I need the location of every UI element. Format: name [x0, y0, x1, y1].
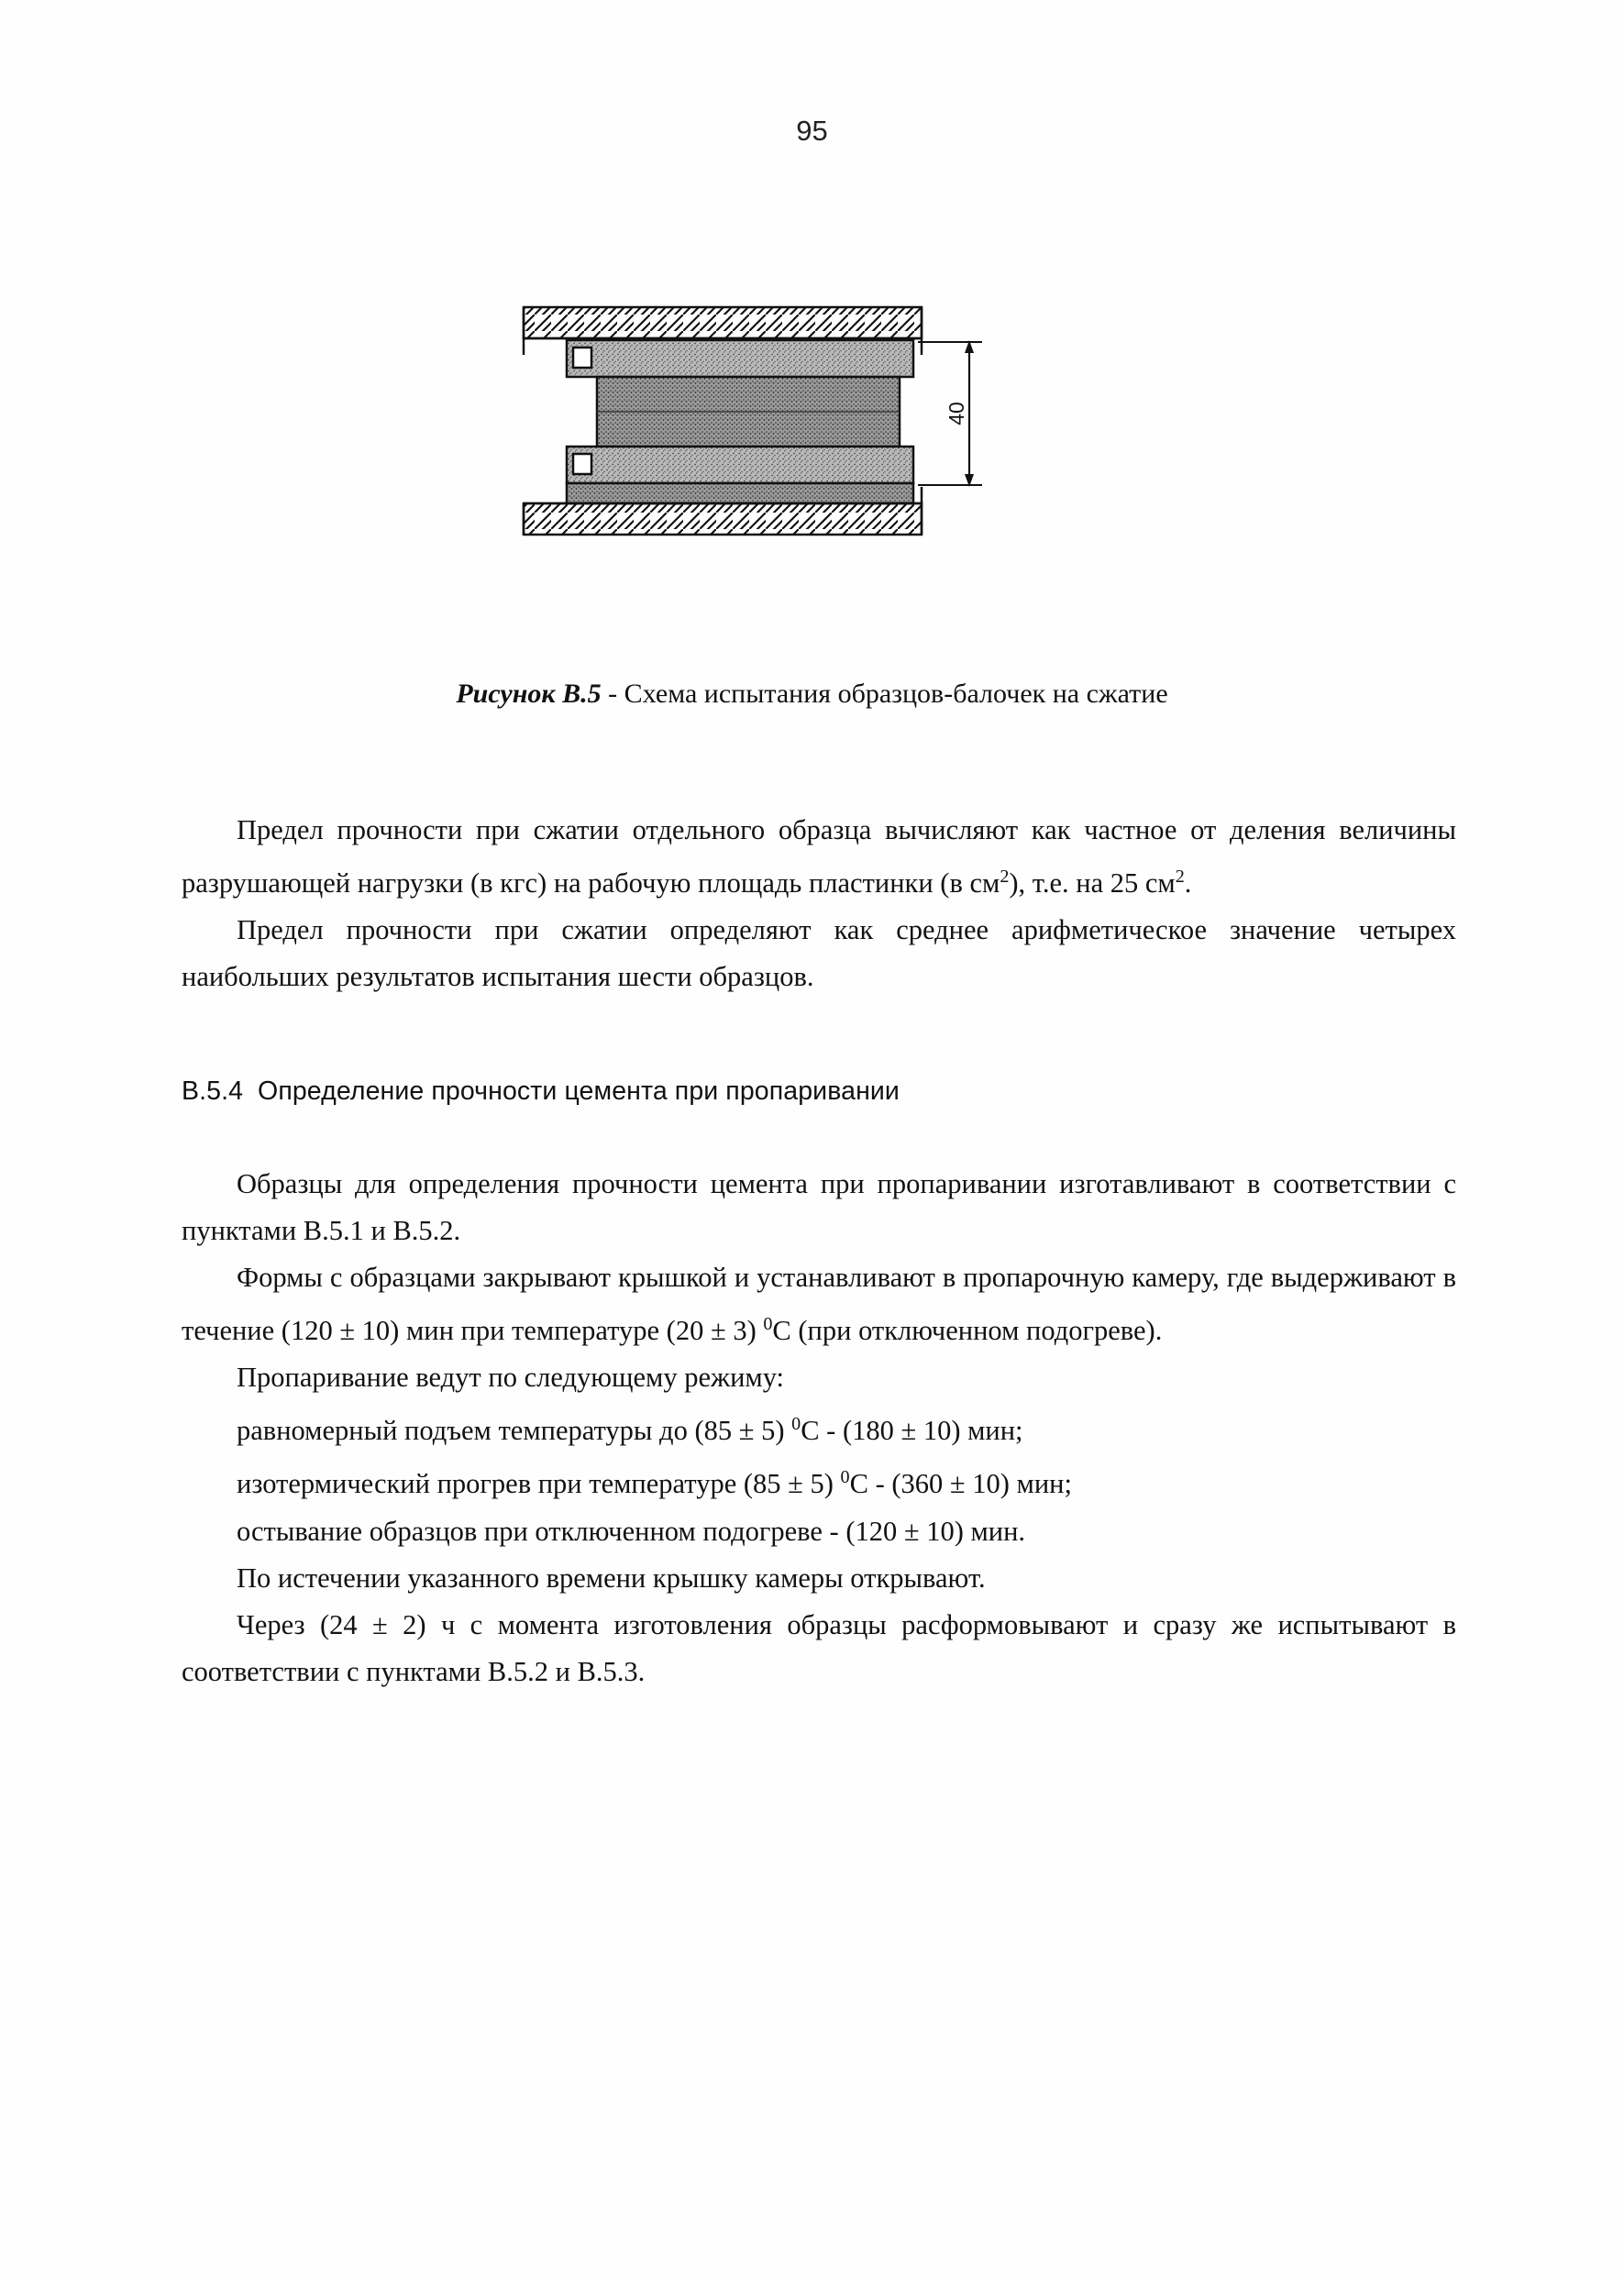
p4-part1: Формы с образцами закрывают крышкой и устанавливают в пропарочную камеру, где выдерживают в течение (120 ± 10) мин при температуре (20 ± 3)	[182, 1262, 1456, 1347]
regime1-part1: равномерный подъем температуры до (85 ± 5)	[237, 1415, 792, 1447]
section-heading-text: Определение прочности цемента при пропаривании	[258, 1076, 900, 1107]
p1-superscript-1: 2	[1000, 867, 1010, 887]
section-heading-b-5-4	[182, 1068, 1456, 1115]
page-number: 95	[796, 115, 828, 147]
section-heading-number: В.5.4	[182, 1076, 244, 1107]
paragraph-regime-intro: Пропаривание ведут по следующему режиму:	[237, 1362, 785, 1394]
spacer-before-heading	[182, 1000, 1456, 1068]
regime-line-cooling: остывание образцов при отключенном подогреве - (120 ± 10) мин.	[237, 1515, 1026, 1547]
paragraph-samples-preparation: Образцы для определения прочности цемента при пропаривании изготавливают в соответствии с пунктами В.5.1 и В.5.2.	[182, 1168, 1456, 1247]
dimension-label-40: 40	[945, 402, 968, 425]
body-text	[182, 807, 1456, 1695]
regime1-degree-symbol: 0	[791, 1414, 801, 1435]
p1-part2: ), т.е. на 25 см	[1009, 867, 1176, 900]
paragraph-average-of-four: Предел прочности при сжатии определяют как среднее арифметическое значение четырех наибольших результатов испытания шести образцов.	[182, 914, 1456, 993]
regime-line-heating	[182, 1401, 1456, 1454]
regime2-part2: С - (360 ± 10) мин;	[849, 1468, 1072, 1500]
regime2-degree-symbol: 0	[840, 1467, 850, 1488]
paragraph-open-lid: По истечении указанного времени крышку камеры открывают.	[237, 1562, 986, 1594]
regime-line-isothermal	[182, 1454, 1456, 1507]
p1-part3: .	[1184, 867, 1192, 900]
regime2-part1: изотермический прогрев при температуре (85 ± 5)	[237, 1468, 841, 1500]
paragraph-steam-chamber	[182, 1254, 1456, 1354]
p1-superscript-2: 2	[1175, 867, 1185, 887]
paragraph-demould-and-test: Через (24 ± 2) ч с момента изготовления образцы расформовывают и сразу же испытывают в соответствии с пунктами В.5.2 и В.5.3.	[182, 1608, 1456, 1687]
p4-degree-symbol: 0	[763, 1314, 773, 1335]
regime1-part2: С - (180 ± 10) мин;	[801, 1415, 1023, 1447]
figure-caption	[0, 679, 1624, 710]
paragraph-compressive-strength-single	[182, 807, 1456, 907]
figure-compression-test-scheme	[518, 298, 1114, 601]
spacer-after-heading	[182, 1115, 1456, 1161]
figure-caption-text: - Схема испытания образцов-балочек на сжатие	[601, 679, 1168, 709]
p4-part2: С (при отключенном подогреве).	[772, 1315, 1163, 1347]
p1-part1: Предел прочности при сжатии отдельного образца вычисляют как частное от деления величины разрушающей нагрузки (в кгс) на рабочую площадь пластинки (в см	[182, 814, 1456, 900]
figure-caption-number: Рисунок В.5	[456, 679, 602, 709]
figure-drawing	[518, 298, 1114, 601]
